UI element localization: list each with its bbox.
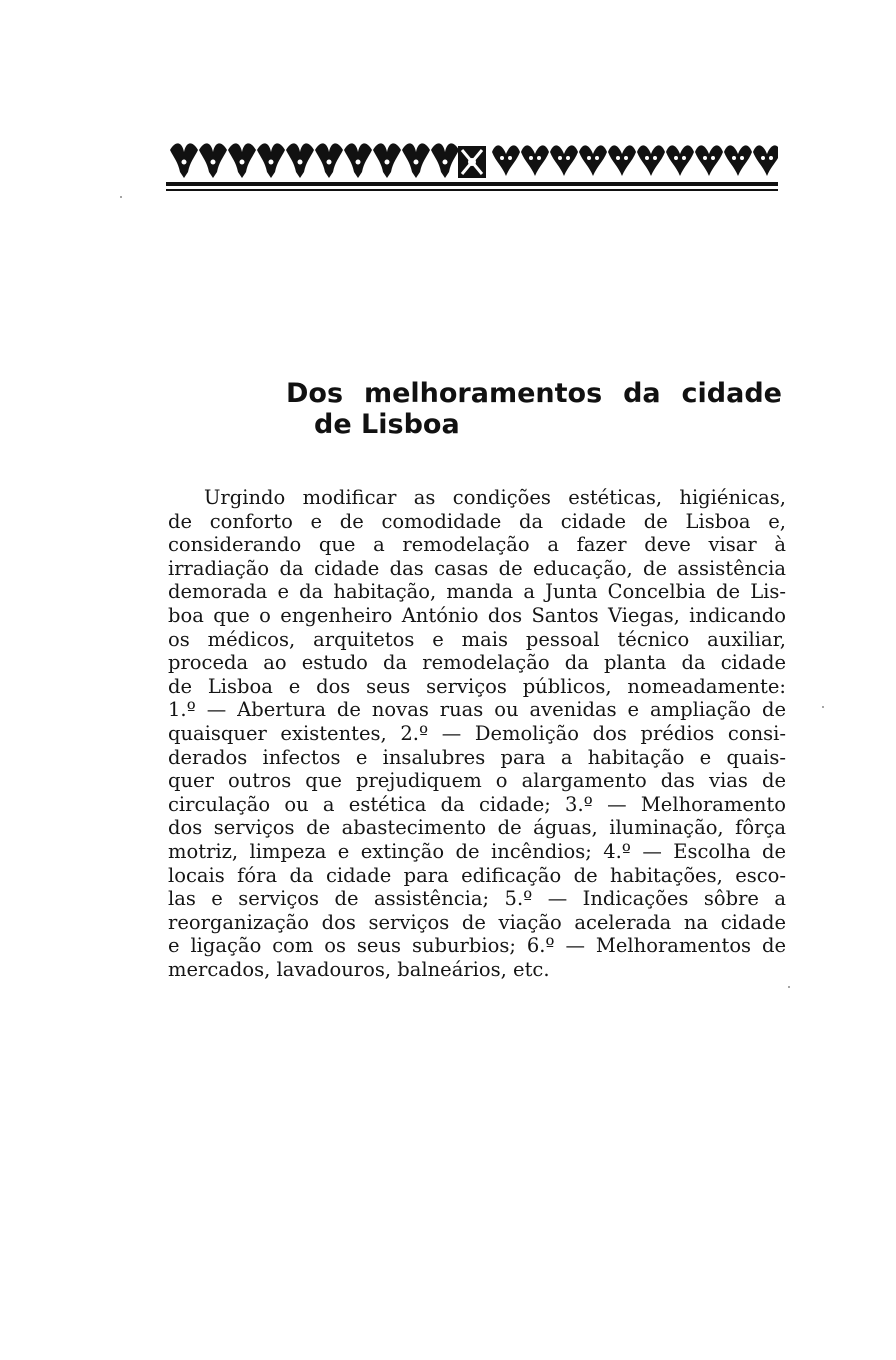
decorative-header-ornament [166,132,778,196]
title-word: cidade [681,378,782,409]
title-word: Dos [286,378,344,409]
paragraph-line: de conforto e de comodidade da cidade de Lisboa e, [168,509,786,533]
paragraph-line: derados infectos e insalubres para a habitação e quais- [168,745,786,769]
paragraph-line: proceda ao estudo da remodelação da planta da cidade [168,651,786,675]
title-word: melhoramentos [363,378,603,409]
ornament-border-icon [166,132,778,196]
paragraph-line: de Lisboa e dos seus serviços públicos, nomeadamente: [168,674,786,698]
paragraph-line: mercados, lavadouros, balneários, etc. [168,957,550,981]
title-line-1 [286,378,782,409]
paragraph-line: irradiação da cidade das casas de educação, de assistência [168,556,786,580]
paragraph-line: 1.º — Abertura de novas ruas ou avenidas e ampliação de [168,698,786,722]
paragraph-line: dos serviços de abastecimento de águas, iluminação, fôrça [168,816,786,840]
paragraph-line: os médicos, arquitetos e mais pessoal técnico auxiliar, [168,627,786,651]
paragraph-line: quer outros que prejudiquem o alargamento das vias de [168,769,786,793]
paper-speck [120,196,122,198]
paragraph-line: quaisquer existentes, 2.º — Demolição dos prédios consi- [168,721,786,745]
paper-speck [788,986,790,988]
paragraph-line: e ligação com os seus suburbios; 6.º — Melhoramentos de [168,934,786,958]
paragraph-line: las e serviços de assistência; 5.º — Indicações sôbre a [168,887,786,911]
paragraph-line: Urgindo modificar as condições estéticas, higiénicas, [204,486,786,509]
paragraph-line: locais fóra da cidade para edificação de habitações, esco- [168,863,786,887]
paragraph-line: demorada e da habitação, manda a Junta Concelbia de Lis- [168,580,786,604]
paragraph-line: motriz, limpeza e extinção de incêndios; 4.º — Escolha de [168,839,786,863]
paragraph-line: boa que o engenheiro António dos Santos Viegas, indicando [168,603,786,627]
paragraph-line: considerando que a remodelação a fazer deve visar à [168,533,786,557]
paragraph-line: circulação ou a estética da cidade; 3.º — Melhoramento [168,792,786,816]
body-paragraph [168,486,786,981]
title-word: da [623,378,661,409]
title-line-2: de Lisboa [314,409,460,440]
page-title [286,378,786,440]
paper-speck [822,706,824,708]
paragraph-line: reorganização dos serviços de viação acelerada na cidade [168,910,786,934]
